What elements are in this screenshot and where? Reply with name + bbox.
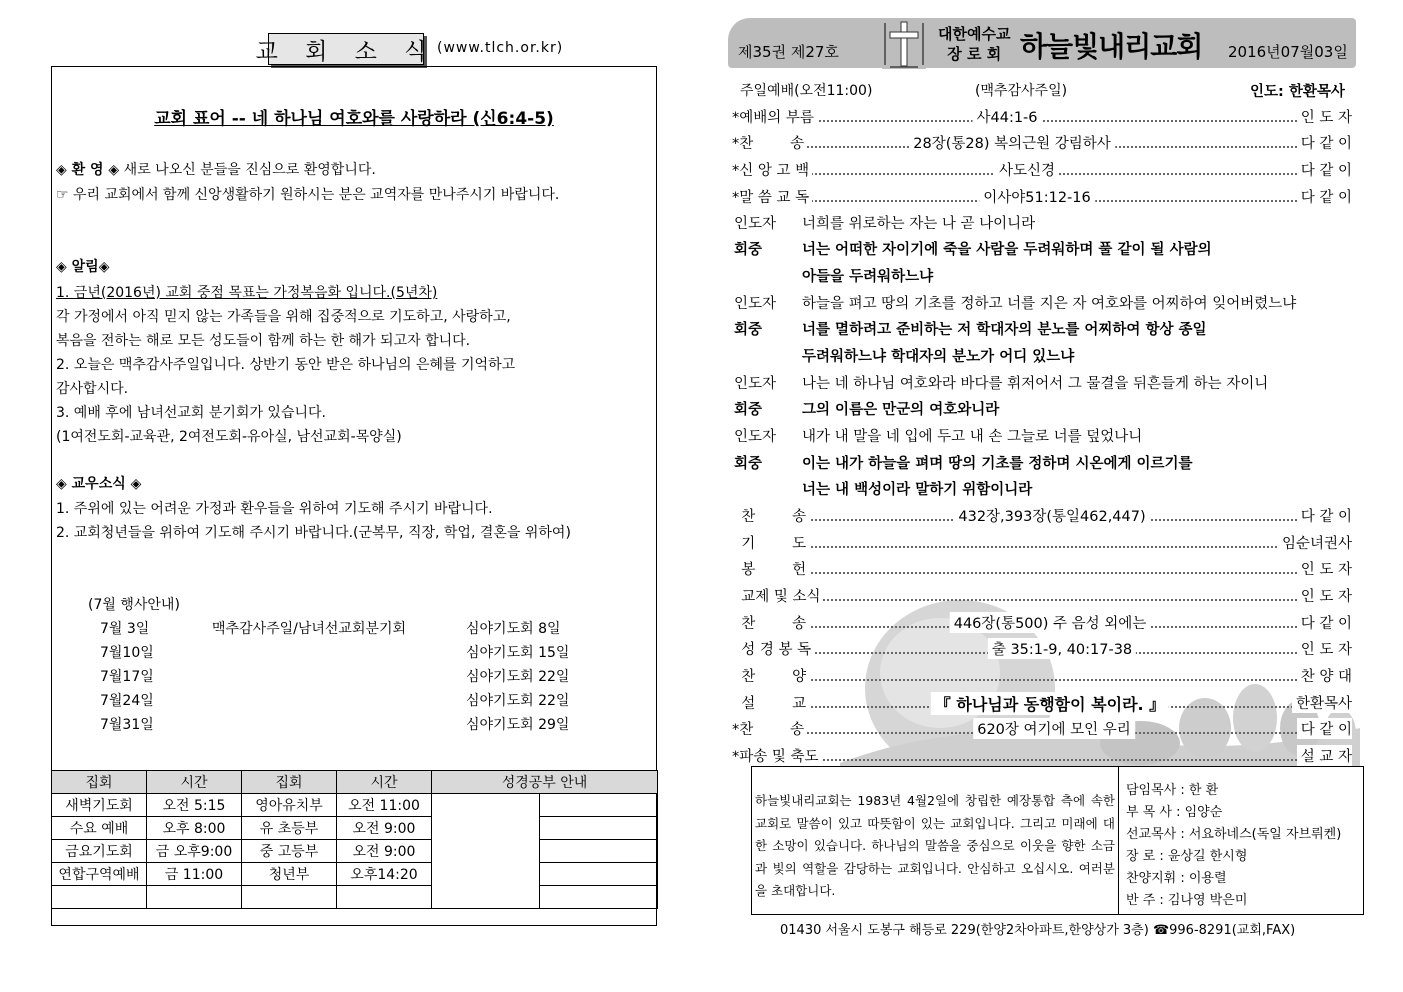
pastoral-heading: ◈ 교우소식 ◈ — [56, 476, 142, 492]
schedule-cell: 연합구역예배 — [52, 863, 147, 886]
order-label: *찬 송 — [732, 132, 807, 153]
schedule-header: 성경공부 안내 — [432, 771, 658, 794]
bulletin-date: 2016년07월03일 — [1228, 43, 1348, 61]
leader-dots — [732, 546, 1352, 548]
reading-text: 너는 어떠한 자이기에 죽을 사람을 두려워하며 풀 같이 될 사람의 — [802, 242, 1212, 258]
reading-text: 이는 내가 하늘을 펴며 땅의 기초를 정하며 시온에게 이르기를 — [802, 456, 1193, 472]
schedule-cell: 금요기도회 — [52, 840, 147, 863]
welcome-line: ◈ 환 영 ◈ 새로 나오신 분들을 진심으로 환영합니다. — [56, 162, 376, 178]
order-person: 인 도 자 — [1297, 638, 1352, 659]
event-vigil: 심야기도회 22일 — [466, 693, 570, 709]
worship-order-row — [732, 505, 1352, 527]
events-title: (7월 행사안내) — [88, 597, 180, 613]
schedule-cell: 금 11:00 — [147, 863, 242, 886]
order-label: 봉 헌 — [732, 558, 809, 579]
reading-text: 너를 멸하려고 준비하는 저 학대자의 분노를 어찌하여 항상 종일 — [802, 322, 1207, 338]
schedule-cell — [52, 886, 147, 909]
event-date: 7월31일 — [100, 717, 154, 733]
reader-role: 인도자 — [734, 296, 777, 312]
order-label: 기 도 — [732, 532, 809, 553]
event-date: 7월24일 — [100, 693, 154, 709]
order-label: *예배의 부름 — [732, 106, 817, 127]
notice-line: 2. 오늘은 맥추감사주일입니다. 상반기 동안 받은 하나님의 은혜를 기억하고 — [56, 357, 516, 373]
event-name: 맥추감사주일/남녀선교회분기회 — [212, 621, 407, 637]
worship-order-row — [732, 558, 1352, 580]
service-theme: (맥추감사주일) — [975, 83, 1068, 99]
staff-line: 반 주 : 김나영 박은미 — [1126, 893, 1248, 908]
notice-heading: ◈ 알림◈ — [56, 259, 110, 275]
notice-line: 감사합시다. — [56, 381, 129, 397]
order-detail: 『 하나님과 동행함이 복이라. 』 — [931, 692, 1169, 715]
staff-line: 부 목 사 : 임양순 — [1126, 805, 1223, 820]
schedule-cell: 오전 5:15 — [147, 794, 242, 817]
responsive-reading-line — [734, 398, 999, 419]
order-person: 인 도 자 — [1297, 558, 1352, 579]
schedule-cell: 청년부 — [242, 863, 337, 886]
reading-text: 내가 내 말을 네 입에 두고 내 손 그늘로 너를 덮었나니 — [802, 429, 1143, 445]
schedule-cell: 영아유치부 — [242, 794, 337, 817]
leader-dots — [732, 120, 1352, 122]
worship-order-row — [732, 132, 1352, 154]
reading-text: 너희를 위로하는 자는 나 곧 나이니라 — [802, 216, 1036, 232]
order-person: 설 교 자 — [1297, 745, 1352, 766]
bible-study-cell — [540, 840, 658, 863]
leader-dots — [732, 679, 1352, 681]
schedule-header: 집회 — [242, 771, 337, 794]
responsive-reading-line — [734, 212, 1035, 233]
order-label: 찬 양 — [732, 665, 809, 686]
staff-line: 장 로 : 윤상길 한시형 — [1126, 849, 1248, 864]
responsive-reading-line — [734, 318, 1207, 339]
service-name: 주일예배(오전11:00) — [740, 83, 873, 99]
schedule-header: 시간 — [147, 771, 242, 794]
responsive-reading-line — [734, 478, 1032, 499]
reader-role: 회중 — [734, 242, 763, 258]
worship-order-row — [732, 612, 1352, 634]
schedule-cell: 유 초등부 — [242, 817, 337, 840]
welcome-line-2: ☞ 우리 교회에서 함께 신앙생활하기 원하시는 분은 교역자를 만나주시기 바랍니다. — [56, 187, 560, 203]
responsive-reading-line — [734, 238, 1212, 259]
order-label: 성 경 봉 독 — [732, 638, 814, 659]
reader-role: 회중 — [734, 322, 763, 338]
responsive-reading-line — [734, 292, 1296, 313]
reader-role: 인도자 — [734, 376, 777, 392]
bible-study-cell — [432, 794, 540, 909]
reading-text: 너는 내 백성이라 말하기 위함이니라 — [802, 482, 1033, 498]
staff-line: 선교목사 : 서요하네스(독일 자브뤼켄) — [1126, 827, 1342, 842]
leader-dots — [732, 759, 1352, 761]
volume-number: 제35권 제27호 — [738, 43, 839, 61]
order-person: 인 도 자 — [1297, 585, 1352, 606]
order-detail: 446장(통500) 주 음성 외에는 — [950, 612, 1151, 633]
responsive-reading-line — [734, 452, 1193, 473]
event-vigil: 심야기도회 8일 — [466, 621, 561, 637]
schedule-cell: 수요 예배 — [52, 817, 147, 840]
reading-text: 나는 네 하나님 여호와라 바다를 휘저어서 그 물결을 뒤흔들게 하는 자이니 — [802, 376, 1269, 392]
order-label: *말 씀 교 독 — [732, 186, 812, 207]
reading-text: 아들을 두려워하느냐 — [802, 269, 934, 285]
schedule-cell: 오후14:20 — [337, 863, 432, 886]
schedule-cell: 오후 8:00 — [147, 817, 242, 840]
meeting-schedule-table — [51, 770, 658, 909]
event-date: 7월17일 — [100, 669, 154, 685]
event-vigil: 심야기도회 29일 — [466, 717, 570, 733]
order-person: 다 같 이 — [1297, 186, 1352, 207]
event-date: 7월 3일 — [100, 621, 150, 637]
service-leader: 인도: 한환목사 — [1250, 84, 1345, 100]
denomination: 대한예수교 장 로 회 — [938, 25, 1011, 63]
schedule-cell: 중 고등부 — [242, 840, 337, 863]
reading-text: 그의 이름은 만군의 여호와니라 — [802, 402, 1000, 418]
notice-line: 복음을 전하는 해로 모든 성도들이 함께 하는 한 해가 되고자 합니다. — [56, 333, 471, 349]
order-detail: 사44:1-6 — [972, 106, 1041, 127]
order-label: *신 앙 고 백 — [732, 159, 812, 180]
reader-role: 회중 — [734, 456, 763, 472]
responsive-reading-line — [734, 265, 933, 286]
responsive-reading-line — [734, 345, 1074, 366]
order-person: 인 도 자 — [1297, 106, 1352, 127]
leader-dots — [732, 572, 1352, 574]
schedule-cell: 오전 9:00 — [337, 817, 432, 840]
order-label: *파송 및 축도 — [732, 745, 822, 766]
bible-study-cell — [540, 886, 658, 909]
order-detail: 28장(통28) 복의근원 강림하사 — [909, 132, 1115, 153]
order-person: 찬 양 대 — [1297, 665, 1352, 686]
worship-order-row — [732, 106, 1352, 128]
order-detail: 사도신경 — [995, 159, 1059, 180]
reader-role: 회중 — [734, 402, 763, 418]
schedule-cell — [242, 886, 337, 909]
order-person: 한환목사 — [1292, 692, 1352, 713]
order-person: 다 같 이 — [1297, 159, 1352, 180]
schedule-cell — [147, 886, 242, 909]
worship-order-row — [732, 745, 1352, 767]
reading-text: 하늘을 펴고 땅의 기초를 정하고 너를 지은 자 여호와를 어찌하여 잊어버렸느냐 — [802, 296, 1297, 312]
worship-order-row — [732, 532, 1352, 554]
notice-line: 3. 예배 후에 남녀선교회 분기회가 있습니다. — [56, 405, 326, 421]
staff-line: 찬양지휘 : 이용렬 — [1126, 871, 1227, 886]
worship-order-row — [732, 718, 1352, 740]
notice-line: 1. 금년(2016년) 교회 중점 목표는 가정복음화 입니다.(5년차) — [56, 285, 438, 301]
church-introduction: 하늘빛내리교회는 1983년 4월2일에 창립한 예장통합 측에 속한 교회로 말씀이 있고 따뜻함이 있는 교회입니다. 그리고 미래에 대한 소망이 있습니다. 하나님의 말씀을 중심으로 이웃을 향한 소금과 빛의 역할을 감당하는 교회입니다. 안심하고 오십시오. 여러분을 초대합니다. — [755, 793, 1115, 898]
news-title: 교 회 소 식 — [268, 33, 424, 65]
schedule-cell: 금 오후9:00 — [147, 840, 242, 863]
order-person: 임순녀권사 — [1278, 532, 1352, 553]
worship-order-row — [732, 665, 1352, 687]
cross-logo-icon — [882, 19, 926, 69]
order-detail: 출 35:1-9, 40:17-38 — [988, 638, 1136, 659]
event-vigil: 심야기도회 15일 — [466, 645, 570, 661]
schedule-header: 시간 — [337, 771, 432, 794]
notice-line: (1여전도회-교육관, 2여전도회-유아실, 남선교회-목양실) — [56, 429, 402, 445]
bible-study-cell — [540, 794, 658, 817]
church-address: 01430 서울시 도봉구 해등로 229(한양2차아파트,한양상가 3층) ☎996-8291(교회,FAX) — [780, 923, 1296, 938]
church-motto: 교회 표어 -- 네 하나님 여호와를 사랑하라 (신6:4-5) — [154, 109, 554, 129]
event-vigil: 심야기도회 22일 — [466, 669, 570, 685]
schedule-cell: 새벽기도회 — [52, 794, 147, 817]
order-person: 다 같 이 — [1297, 612, 1352, 633]
schedule-cell: 오전 9:00 — [337, 840, 432, 863]
worship-order-row — [732, 186, 1352, 208]
event-date: 7월10일 — [100, 645, 154, 661]
order-detail: 이사야51:12-16 — [979, 186, 1095, 207]
leader-dots — [732, 599, 1352, 601]
reader-role: 인도자 — [734, 429, 777, 445]
staff-line: 담임목사 : 한 환 — [1126, 783, 1219, 798]
order-person: 다 같 이 — [1297, 505, 1352, 526]
schedule-cell — [337, 886, 432, 909]
order-label: 찬 송 — [732, 505, 809, 526]
reader-role: 인도자 — [734, 216, 777, 232]
worship-order-row — [732, 585, 1352, 607]
notice-line: 각 가정에서 아직 믿지 않는 가족들을 위해 집중적으로 기도하고, 사랑하고, — [56, 309, 511, 325]
bible-study-cell — [540, 817, 658, 840]
schedule-header: 집회 — [52, 771, 147, 794]
order-person: 다 같 이 — [1297, 718, 1352, 739]
order-label: 교제 및 소식 — [732, 585, 823, 606]
schedule-cell: 오전 11:00 — [337, 794, 432, 817]
worship-order-row — [732, 159, 1352, 181]
order-detail: 620장 여기에 모인 우리 — [973, 718, 1135, 739]
pastoral-line: 1. 주위에 있는 어려운 가정과 환우들을 위하여 기도해 주시기 바랍니다. — [56, 501, 493, 517]
info-divider — [1118, 766, 1119, 915]
order-label: *찬 송 — [732, 718, 807, 739]
worship-order-row — [732, 692, 1352, 714]
worship-order-row — [732, 638, 1352, 660]
responsive-reading-line — [734, 425, 1142, 446]
order-label: 찬 송 — [732, 612, 809, 633]
responsive-reading-line — [734, 372, 1268, 393]
church-url[interactable]: (www.tlch.or.kr) — [437, 40, 564, 56]
church-name: 하늘빛내리교회 — [1020, 30, 1203, 63]
reading-text: 두려워하느냐 학대자의 분노가 어디 있느냐 — [802, 349, 1075, 365]
order-detail: 432장,393장(통일462,447) — [954, 505, 1149, 526]
order-label: 설 교 — [732, 692, 809, 713]
pastoral-line: 2. 교회청년들을 위하여 기도해 주시기 바랍니다.(군복무, 직장, 학업, 결혼을 위하여) — [56, 525, 571, 541]
bible-study-cell — [540, 863, 658, 886]
order-person: 다 같 이 — [1297, 132, 1352, 153]
